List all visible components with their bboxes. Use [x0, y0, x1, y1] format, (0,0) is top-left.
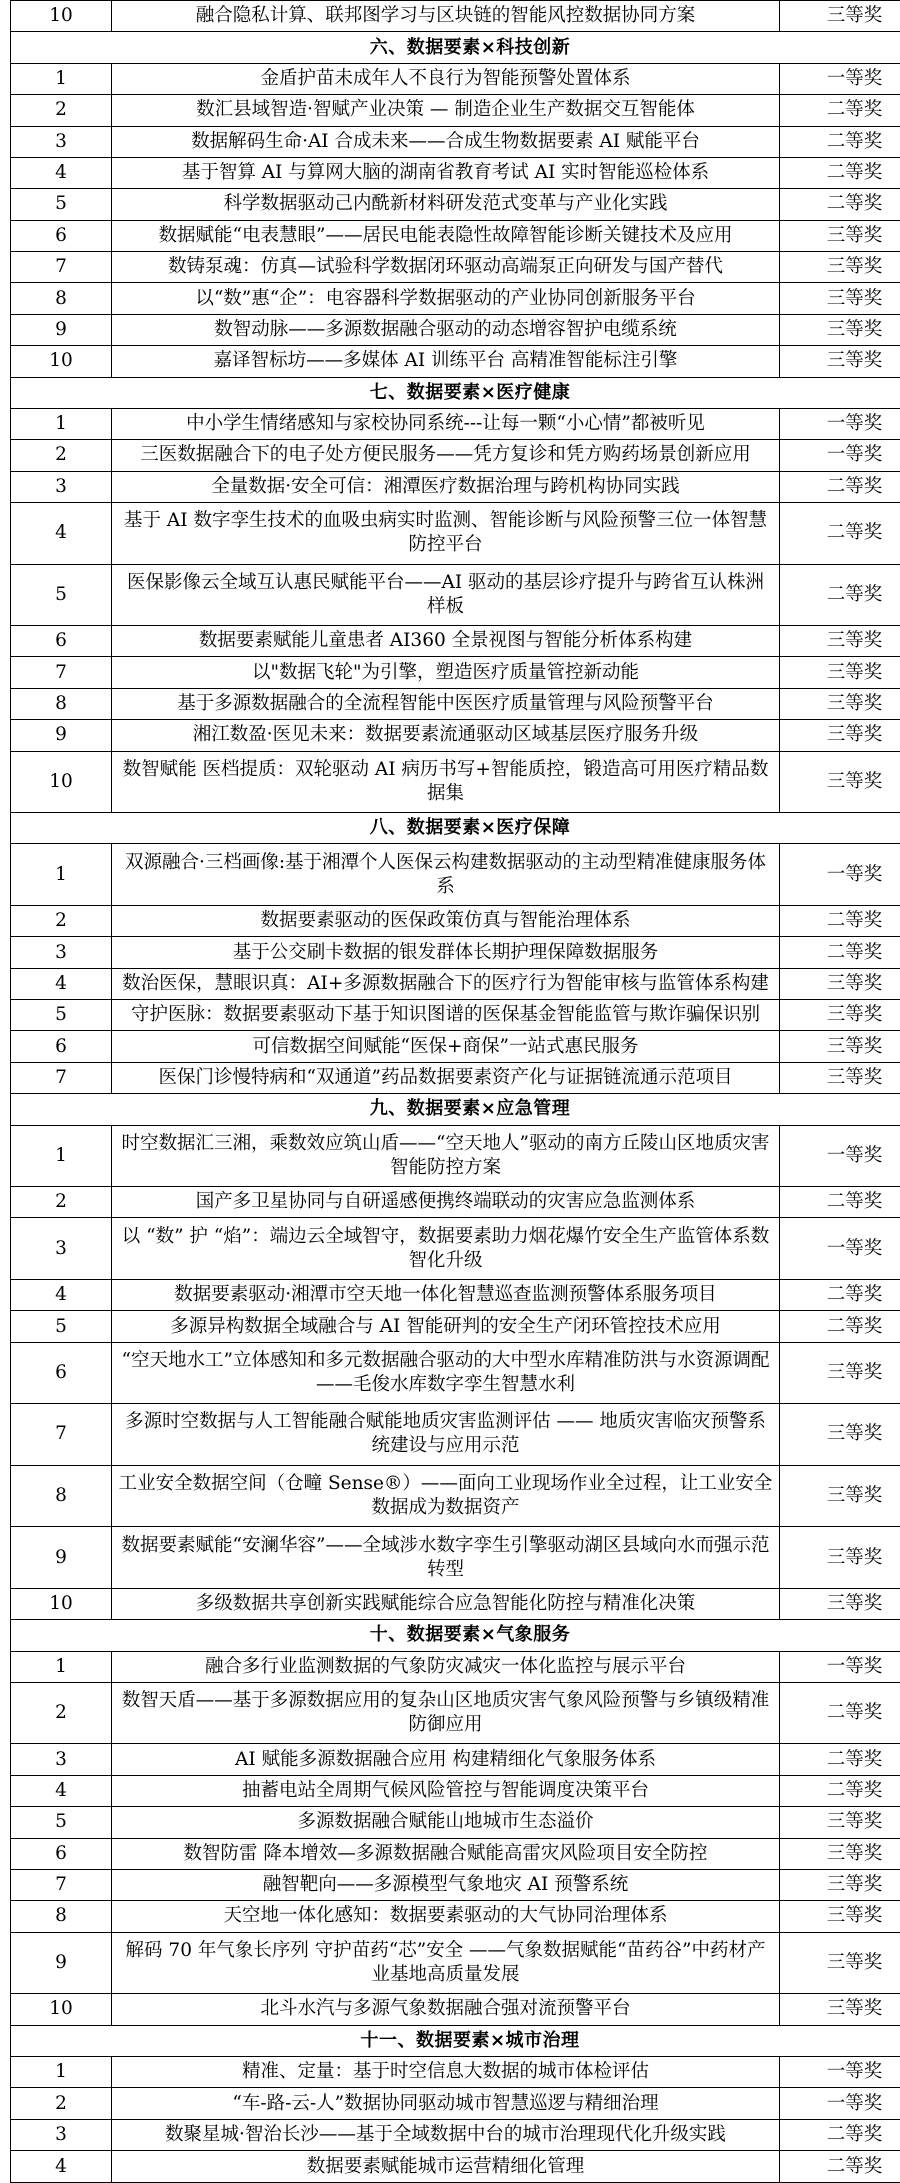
table-row: [11, 440, 900, 471]
award-level: 二等奖: [780, 1187, 900, 1218]
project-title: 数据赋能“电表慧眼”——居民电能表隐性故障智能诊断关键技术及应用: [112, 220, 780, 251]
project-title: “车-路-云-人”数据协同驱动城市智慧巡逻与精细治理: [112, 2088, 780, 2119]
row-number: 10: [11, 751, 112, 813]
row-number: 5: [11, 1000, 112, 1031]
project-title: 融智靶向——多源模型气象地灾 AI 预警系统: [112, 1869, 780, 1900]
award-level: 三等奖: [780, 283, 900, 314]
award-level: 三等奖: [780, 1000, 900, 1031]
row-number: 1: [11, 408, 112, 439]
row-number: 4: [11, 157, 112, 188]
award-level: 二等奖: [780, 1682, 900, 1744]
section-title: 七、数据要素×医疗健康: [11, 377, 900, 408]
award-level: 三等奖: [780, 220, 900, 251]
award-level: 二等奖: [780, 937, 900, 968]
row-number: 8: [11, 688, 112, 719]
award-level: 三等奖: [780, 1465, 900, 1527]
award-level: 一等奖: [780, 2088, 900, 2119]
project-title: 以"数据飞轮"为引擎，塑造医疗质量管控新动能: [112, 657, 780, 688]
row-number: 3: [11, 937, 112, 968]
award-level: 三等奖: [780, 1807, 900, 1838]
table-row: [11, 1807, 900, 1838]
table-row: [11, 1404, 900, 1466]
project-title: 医保门诊慢特病和“双通道”药品数据要素资产化与证据链流通示范项目: [112, 1062, 780, 1093]
table-row: [11, 2088, 900, 2119]
row-number: 10: [11, 1588, 112, 1619]
table-row: [11, 314, 900, 345]
row-number: 2: [11, 1187, 112, 1218]
award-level: 三等奖: [780, 688, 900, 719]
award-level: 三等奖: [780, 1527, 900, 1589]
row-number: 10: [11, 346, 112, 377]
project-title: 数智动脉——多源数据融合驱动的动态增容智护电缆系统: [112, 314, 780, 345]
row-number: 4: [11, 1775, 112, 1806]
award-level: 三等奖: [780, 1031, 900, 1062]
project-title: 数智防雷 降本增效—多源数据融合赋能高雷灾风险项目安全防控: [112, 1838, 780, 1869]
award-level: 二等奖: [780, 905, 900, 936]
table-row: [11, 2056, 900, 2087]
row-number: 10: [11, 1, 112, 32]
table-row: [11, 1465, 900, 1527]
row-number: 1: [11, 2056, 112, 2087]
section-title: 十一、数据要素×城市治理: [11, 2025, 900, 2056]
project-title: 解码 70 年气象长序列 守护苗药“芯”安全 ——气象数据赋能“苗药谷”中药材产业基地高质量发展: [112, 1932, 780, 1994]
row-number: 8: [11, 283, 112, 314]
project-title: 双源融合·三档画像:基于湘潭个人医保云构建数据驱动的主动型精准健康服务体系: [112, 844, 780, 906]
award-level: 二等奖: [780, 503, 900, 565]
table-row: [11, 1775, 900, 1806]
table-row: [11, 1062, 900, 1093]
section-title: 八、数据要素×医疗保障: [11, 813, 900, 844]
row-number: 2: [11, 2088, 112, 2119]
table-row: [11, 1000, 900, 1031]
row-number: 2: [11, 95, 112, 126]
row-number: 6: [11, 220, 112, 251]
table-row: [11, 564, 900, 626]
table-row: [11, 1651, 900, 1682]
table-row: [11, 844, 900, 906]
award-level: 二等奖: [780, 1775, 900, 1806]
award-level: 二等奖: [780, 157, 900, 188]
row-number: 9: [11, 1527, 112, 1589]
award-level: 二等奖: [780, 2119, 900, 2150]
project-title: 数聚星城·智治长沙——基于全域数据中台的城市治理现代化升级实践: [112, 2119, 780, 2150]
project-title: 工业安全数据空间（仓疃 Sense®）——面向工业现场作业全过程，让工业安全数据成为数据资产: [112, 1465, 780, 1527]
row-number: 7: [11, 1869, 112, 1900]
project-title: 数据要素赋能城市运营精细化管理: [112, 2151, 780, 2183]
table-row: [11, 283, 900, 314]
project-title: 抽蓄电站全周期气候风险管控与智能调度决策平台: [112, 1775, 780, 1806]
table-row: [11, 1901, 900, 1932]
award-level: 三等奖: [780, 1404, 900, 1466]
project-title: 可信数据空间赋能“医保+商保”一站式惠民服务: [112, 1031, 780, 1062]
award-level: 三等奖: [780, 1342, 900, 1404]
row-number: 4: [11, 968, 112, 999]
award-level: 三等奖: [780, 1838, 900, 1869]
project-title: AI 赋能多源数据融合应用 构建精细化气象服务体系: [112, 1744, 780, 1775]
award-level: 三等奖: [780, 1901, 900, 1932]
row-number: 7: [11, 657, 112, 688]
row-number: 4: [11, 1279, 112, 1310]
section-header-row: [11, 1094, 900, 1125]
table-row: [11, 1682, 900, 1744]
table-row: [11, 189, 900, 220]
row-number: 5: [11, 564, 112, 626]
table-row: [11, 346, 900, 377]
table-row: [11, 751, 900, 813]
row-number: 9: [11, 314, 112, 345]
project-title: 数智天盾——基于多源数据应用的复杂山区地质灾害气象风险预警与乡镇级精准防御应用: [112, 1682, 780, 1744]
table-row: [11, 657, 900, 688]
award-level: 二等奖: [780, 189, 900, 220]
project-title: 数据要素赋能儿童患者 AI360 全景视图与智能分析体系构建: [112, 626, 780, 657]
row-number: 6: [11, 1031, 112, 1062]
award-level: 一等奖: [780, 1125, 900, 1187]
project-title: 多源时空数据与人工智能融合赋能地质灾害监测评估 —— 地质灾害临灾预警系统建设与应用示范: [112, 1404, 780, 1466]
project-title: 基于公交刷卡数据的银发群体长期护理保障数据服务: [112, 937, 780, 968]
row-number: 3: [11, 126, 112, 157]
award-level: 二等奖: [780, 1311, 900, 1342]
project-title: 湘江数盈·医见未来：数据要素流通驱动区域基层医疗服务升级: [112, 720, 780, 751]
project-title: 融合隐私计算、联邦图学习与区块链的智能风控数据协同方案: [112, 1, 780, 32]
table-row: [11, 2151, 900, 2183]
table-row: [11, 1994, 900, 2025]
row-number: 2: [11, 905, 112, 936]
row-number: 4: [11, 503, 112, 565]
table-row: [11, 1932, 900, 1994]
award-level: 三等奖: [780, 626, 900, 657]
table-row: [11, 408, 900, 439]
project-title: 数铸泵魂：仿真—试验科学数据闭环驱动高端泵正向研发与国产替代: [112, 252, 780, 283]
award-level: 一等奖: [780, 844, 900, 906]
table-row: [11, 1311, 900, 1342]
award-level: 三等奖: [780, 657, 900, 688]
project-title: 多源异构数据全域融合与 AI 智能研判的安全生产闭环管控技术应用: [112, 1311, 780, 1342]
table-row: [11, 157, 900, 188]
project-title: 多源数据融合赋能山地城市生态溢价: [112, 1807, 780, 1838]
award-level: 一等奖: [780, 63, 900, 94]
table-row: [11, 471, 900, 502]
row-number: 1: [11, 844, 112, 906]
award-level: 二等奖: [780, 95, 900, 126]
table-row: [11, 1342, 900, 1404]
project-title: 基于多源数据融合的全流程智能中医医疗质量管理与风险预警平台: [112, 688, 780, 719]
row-number: 4: [11, 2151, 112, 2183]
project-title: 三医数据融合下的电子处方便民服务——凭方复诊和凭方购药场景创新应用: [112, 440, 780, 471]
table-row: [11, 1869, 900, 1900]
award-level: 一等奖: [780, 408, 900, 439]
award-level: 三等奖: [780, 1994, 900, 2025]
table-row: [11, 1031, 900, 1062]
row-number: 5: [11, 189, 112, 220]
award-level: 三等奖: [780, 1932, 900, 1994]
award-level: 三等奖: [780, 720, 900, 751]
row-number: 6: [11, 1342, 112, 1404]
award-level: 三等奖: [780, 1062, 900, 1093]
row-number: 1: [11, 63, 112, 94]
section-header-row: [11, 1620, 900, 1651]
award-table-body: [11, 1, 900, 2183]
project-title: 数智赋能 医档提质：双轮驱动 AI 病历书写+智能质控，锻造高可用医疗精品数据集: [112, 751, 780, 813]
award-level: 一等奖: [780, 2056, 900, 2087]
project-title: 科学数据驱动己内酰新材料研发范式变革与产业化实践: [112, 189, 780, 220]
table-row: [11, 2119, 900, 2150]
row-number: 5: [11, 1807, 112, 1838]
project-title: 天空地一体化感知：数据要素驱动的大气协同治理体系: [112, 1901, 780, 1932]
table-row: [11, 63, 900, 94]
row-number: 5: [11, 1311, 112, 1342]
award-level: 一等奖: [780, 440, 900, 471]
table-row: [11, 688, 900, 719]
project-title: 国产多卫星协同与自研遥感便携终端联动的灾害应急监测体系: [112, 1187, 780, 1218]
project-title: 以“数”惠“企”：电容器科学数据驱动的产业协同创新服务平台: [112, 283, 780, 314]
table-row: [11, 1279, 900, 1310]
award-level: 二等奖: [780, 1279, 900, 1310]
table-row: [11, 503, 900, 565]
table-row: [11, 1527, 900, 1589]
project-title: 精准、定量：基于时空信息大数据的城市体检评估: [112, 2056, 780, 2087]
project-title: 时空数据汇三湘，乘数效应筑山盾——“空天地人”驱动的南方丘陵山区地质灾害智能防控方案: [112, 1125, 780, 1187]
table-row: [11, 1187, 900, 1218]
table-row: [11, 968, 900, 999]
award-level: 三等奖: [780, 1588, 900, 1619]
project-title: 以 “数” 护 “焰”：端边云全域智守，数据要素助力烟花爆竹安全生产监管体系数智化升级: [112, 1218, 780, 1280]
section-title: 十、数据要素×气象服务: [11, 1620, 900, 1651]
award-level: 二等奖: [780, 564, 900, 626]
award-level: 三等奖: [780, 252, 900, 283]
table-row: [11, 626, 900, 657]
section-header-row: [11, 2025, 900, 2056]
table-row: [11, 1838, 900, 1869]
award-level: 一等奖: [780, 1651, 900, 1682]
project-title: 数据要素驱动的医保政策仿真与智能治理体系: [112, 905, 780, 936]
award-table: [10, 0, 900, 2183]
project-title: “空天地水工”立体感知和多元数据融合驱动的大中型水库精准防洪与水资源调配——毛俊水库数字孪生智慧水利: [112, 1342, 780, 1404]
row-number: 8: [11, 1465, 112, 1527]
section-header-row: [11, 377, 900, 408]
award-level: 三等奖: [780, 968, 900, 999]
award-level: 二等奖: [780, 471, 900, 502]
section-header-row: [11, 813, 900, 844]
project-title: 守护医脉：数据要素驱动下基于知识图谱的医保基金智能监管与欺诈骗保识别: [112, 1000, 780, 1031]
row-number: 3: [11, 471, 112, 502]
table-row: [11, 720, 900, 751]
project-title: 全量数据·安全可信：湘潭医疗数据治理与跨机构协同实践: [112, 471, 780, 502]
award-level: 三等奖: [780, 314, 900, 345]
award-level: 一等奖: [780, 1218, 900, 1280]
award-level: 三等奖: [780, 1, 900, 32]
section-title: 六、数据要素×科技创新: [11, 32, 900, 63]
table-row: [11, 95, 900, 126]
award-level: 三等奖: [780, 751, 900, 813]
table-row: [11, 1218, 900, 1280]
row-number: 8: [11, 1901, 112, 1932]
table-row: [11, 937, 900, 968]
project-title: 嘉译智标坊——多媒体 AI 训练平台 高精准智能标注引擎: [112, 346, 780, 377]
row-number: 3: [11, 1218, 112, 1280]
row-number: 9: [11, 1932, 112, 1994]
section-header-row: [11, 32, 900, 63]
project-title: 医保影像云全域互认惠民赋能平台——AI 驱动的基层诊疗提升与跨省互认株洲样板: [112, 564, 780, 626]
row-number: 7: [11, 1404, 112, 1466]
row-number: 9: [11, 720, 112, 751]
project-title: 基于智算 AI 与算网大脑的湖南省教育考试 AI 实时智能巡检体系: [112, 157, 780, 188]
row-number: 6: [11, 1838, 112, 1869]
project-title: 中小学生情绪感知与家校协同系统---让每一颗“小心情”都被听见: [112, 408, 780, 439]
award-level: 三等奖: [780, 1869, 900, 1900]
table-row: [11, 1125, 900, 1187]
project-title: 融合多行业监测数据的气象防灾减灾一体化监控与展示平台: [112, 1651, 780, 1682]
project-title: 数据解码生命·AI 合成未来——合成生物数据要素 AI 赋能平台: [112, 126, 780, 157]
project-title: 基于 AI 数字孪生技术的血吸虫病实时监测、智能诊断与风险预警三位一体智慧防控平台: [112, 503, 780, 565]
project-title: 数治医保，慧眼识真：AI+多源数据融合下的医疗行为智能审核与监管体系构建: [112, 968, 780, 999]
row-number: 3: [11, 2119, 112, 2150]
row-number: 7: [11, 252, 112, 283]
project-title: 金盾护苗未成年人不良行为智能预警处置体系: [112, 63, 780, 94]
row-number: 1: [11, 1125, 112, 1187]
row-number: 2: [11, 440, 112, 471]
row-number: 7: [11, 1062, 112, 1093]
project-title: 北斗水汽与多源气象数据融合强对流预警平台: [112, 1994, 780, 2025]
table-row: [11, 252, 900, 283]
project-title: 数据要素赋能“安澜华容”——全域涉水数字孪生引擎驱动湖区县域向水而强示范转型: [112, 1527, 780, 1589]
table-row: [11, 1744, 900, 1775]
row-number: 2: [11, 1682, 112, 1744]
row-number: 10: [11, 1994, 112, 2025]
award-level: 二等奖: [780, 2151, 900, 2183]
project-title: 数据要素驱动·湘潭市空天地一体化智慧巡查监测预警体系服务项目: [112, 1279, 780, 1310]
table-row: [11, 220, 900, 251]
table-row: [11, 905, 900, 936]
table-row: [11, 1, 900, 32]
section-title: 九、数据要素×应急管理: [11, 1094, 900, 1125]
award-level: 三等奖: [780, 346, 900, 377]
row-number: 6: [11, 626, 112, 657]
project-title: 多级数据共享创新实践赋能综合应急智能化防控与精准化决策: [112, 1588, 780, 1619]
row-number: 1: [11, 1651, 112, 1682]
table-row: [11, 126, 900, 157]
award-level: 二等奖: [780, 126, 900, 157]
award-level: 二等奖: [780, 1744, 900, 1775]
project-title: 数汇县域智造·智赋产业决策 — 制造企业生产数据交互智能体: [112, 95, 780, 126]
row-number: 3: [11, 1744, 112, 1775]
table-row: [11, 1588, 900, 1619]
